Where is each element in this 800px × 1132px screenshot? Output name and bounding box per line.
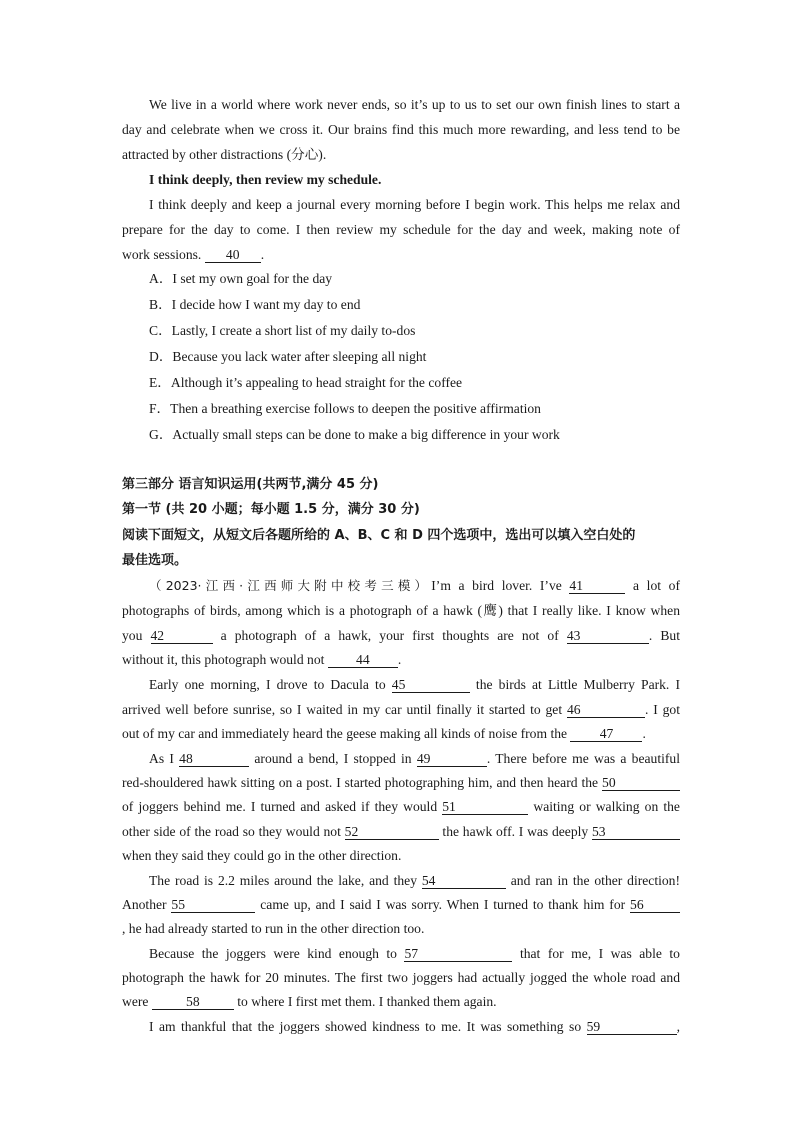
passage-line-8 (149, 750, 680, 768)
instruction-line-1: 阅读下面短文，从短文后各题所给的 A、B、C 和 D 四个选项中，选出可以填入空白处的 (122, 528, 636, 543)
answer-blank[interactable]: 47 (570, 726, 642, 742)
answer-blank[interactable]: 52 (345, 824, 439, 840)
text: were (122, 994, 149, 1009)
text: arrived well before sunrise, so I waited in my car until finally it started to get (122, 702, 563, 717)
answer-blank[interactable]: 53 (592, 824, 680, 840)
text: that for me, I was able to (519, 946, 680, 961)
answer-blank[interactable]: 58 (152, 994, 234, 1010)
option-f: F．Then a breathing exercise follows to deepen the positive affirmation (149, 401, 541, 416)
text: Another (122, 897, 167, 912)
text: As I (149, 751, 174, 766)
answer-blank[interactable]: 50 (602, 775, 680, 791)
text: you (122, 628, 143, 643)
text: the hawk off. I was deeply (442, 824, 589, 839)
answer-blank[interactable]: 51 (442, 799, 528, 815)
option-d: D．Because you lack water after sleeping all night (149, 349, 427, 364)
text: red-shouldered hawk sitting on a post. I started photographing him, and then heard the (122, 775, 599, 790)
source-note: （2023·江西·江西师大附中校考三模） (149, 578, 432, 593)
text: I am thankful that the joggers showed kindness to me. It was something so (149, 1019, 582, 1034)
passage-line-15: , he had already started to run in the other direction too. (122, 921, 425, 936)
text: Because the joggers were kind enough to (149, 946, 397, 961)
text: without it, this photograph would not (122, 652, 325, 667)
text: The road is 2.2 miles around the lake, and they (149, 873, 417, 888)
text: . But (648, 628, 680, 643)
option-e: E．Although it’s appealing to head straight for the coffee (149, 375, 463, 390)
answer-blank[interactable]: 57 (404, 946, 512, 962)
answer-blank[interactable]: 49 (417, 751, 487, 767)
passage-line-7 (122, 725, 680, 743)
answer-blank[interactable]: 44 (328, 652, 398, 668)
intro-line-2: day and celebrate when we cross it. Our brains find this much more rewarding, and less tend to be (122, 122, 680, 137)
answer-blank[interactable]: 55 (171, 897, 255, 913)
text: . (260, 247, 265, 262)
text: I’m a bird lover. I’ve (431, 578, 562, 593)
text: out of my car and immediately heard the geese making all kinds of noise from the (122, 726, 568, 741)
answer-blank[interactable]: 43 (567, 628, 649, 644)
answer-blank[interactable]: 42 (151, 628, 213, 644)
intro-line-1: We live in a world where work never ends, so it’s up to us to set our own finish lines to start a (149, 97, 680, 112)
para2-line-2: prepare for the day to come. I then review my schedule for the day and week, making note of (122, 222, 680, 237)
text: and ran in the other direction! (510, 873, 681, 888)
passage-line-13 (149, 872, 680, 890)
text: a lot of (633, 578, 680, 593)
passage-line-18 (122, 993, 680, 1011)
passage-line-6 (122, 701, 680, 719)
text: the birds at Little Mulberry Park. I (475, 677, 680, 692)
intro-line-3: attracted by other distractions (分心). (122, 147, 327, 162)
text: . I got (644, 702, 680, 717)
text: waiting or walking on the (533, 799, 680, 814)
answer-blank[interactable]: 59 (587, 1019, 677, 1035)
subtitle: I think deeply, then review my schedule. (149, 172, 382, 187)
answer-blank[interactable]: 56 (630, 897, 680, 913)
option-c: C．Lastly, I create a short list of my daily to-dos (149, 323, 416, 338)
text: work sessions. (122, 247, 202, 262)
passage-line-9 (122, 774, 680, 792)
text: around a bend, I stopped in (254, 751, 412, 766)
answer-blank[interactable]: 41 (569, 578, 625, 594)
text: . (642, 726, 646, 741)
instruction-line-2: 最佳选项。 (122, 553, 188, 568)
passage-line-17: photograph the hawk for 20 minutes. The first two joggers had actually jogged the whole road and (122, 970, 680, 985)
passage-line-3 (122, 627, 680, 645)
text: . There before me was a beautiful (486, 751, 680, 766)
text: of joggers behind me. I turned and asked if they would (122, 799, 438, 814)
answer-blank[interactable]: 48 (179, 751, 249, 767)
para2-line-3 (122, 246, 680, 264)
section-title: 第三部分 语言知识运用(共两节,满分 45 分) (122, 477, 379, 492)
option-a: A．I set my own goal for the day (149, 271, 333, 286)
answer-blank[interactable]: 46 (567, 702, 645, 718)
option-g: G．Actually small steps can be done to make a big difference in your work (149, 427, 560, 442)
passage-line-2: photographs of birds, among which is a photograph of a hawk (鹰) that I really like. I know when (122, 603, 680, 618)
passage-line-10 (122, 798, 680, 816)
passage-line-12: when they said they could go in the other direction. (122, 848, 402, 863)
section-subtitle: 第一节 (共 20 小题；每小题 1.5 分，满分 30 分) (122, 502, 420, 517)
text: to where I first met them. I thanked them again. (237, 994, 497, 1009)
passage-line-19 (149, 1018, 680, 1036)
text: other side of the road so they would not (122, 824, 341, 839)
passage-line-11 (122, 823, 680, 841)
para2-line-1: I think deeply and keep a journal every morning before I begin work. This helps me relax and (149, 197, 680, 212)
answer-blank[interactable]: 40 (205, 247, 261, 263)
option-b: B．I decide how I want my day to end (149, 297, 361, 312)
text: a photograph of a hawk, your first thoughts are not of (220, 628, 559, 643)
passage-line-1 (149, 577, 680, 595)
passage-line-14 (122, 896, 680, 914)
passage-line-5 (149, 676, 680, 694)
text: Early one morning, I drove to Dacula to (149, 677, 386, 692)
text: came up, and I said I was sorry. When I turned to thank him for (260, 897, 626, 912)
answer-blank[interactable]: 54 (422, 873, 506, 889)
passage-line-4 (122, 651, 680, 669)
answer-blank[interactable]: 45 (392, 677, 470, 693)
passage-line-16 (149, 945, 680, 963)
text: . (397, 652, 402, 667)
text: , (676, 1019, 680, 1034)
